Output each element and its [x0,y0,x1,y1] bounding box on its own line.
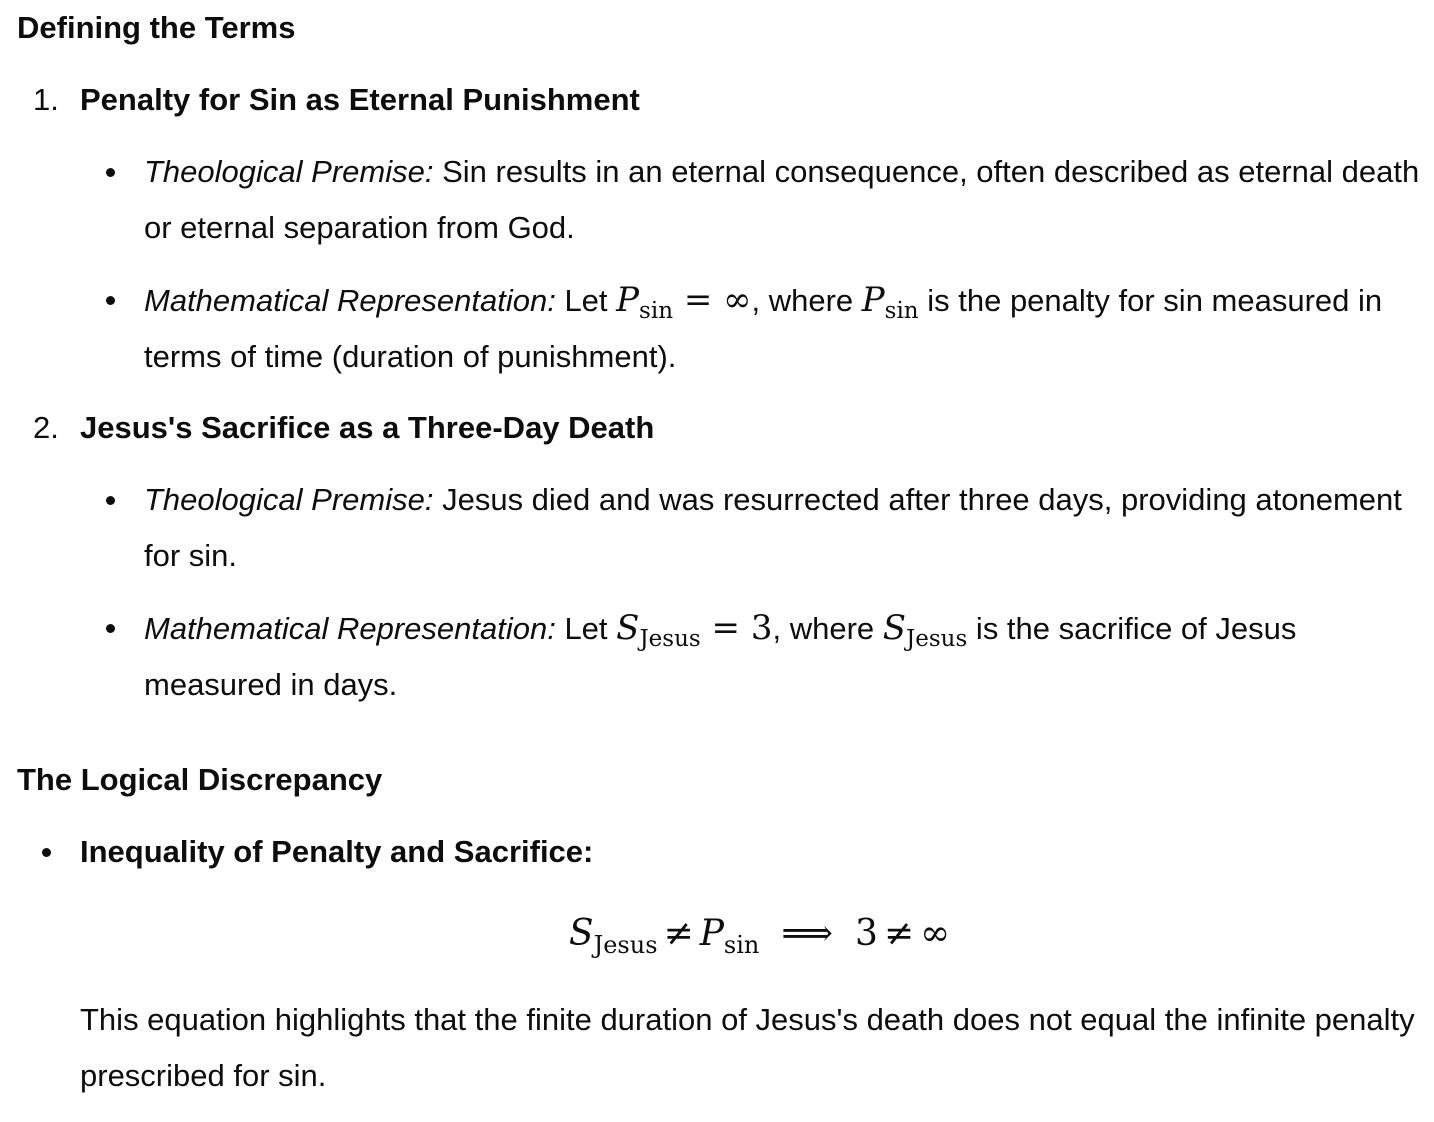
list-number-2: 2. [33,410,59,445]
bullet-label: Theological Premise: [144,482,434,517]
bullet-icon [106,296,115,305]
bullet-icon [42,848,51,857]
text-segment: Let [555,283,617,318]
math-var: P [861,280,885,320]
math-sub: sin [723,931,760,959]
bullet-label: Theological Premise: [144,154,434,189]
math-sub: sin [884,298,919,324]
math-sub: Jesus [593,931,658,959]
section-heading-defining-terms: Defining the Terms [17,10,296,45]
math-operator: ≠ [883,913,915,954]
item-title-sacrifice: Jesus's Sacrifice as a Three-Day Death [80,410,655,445]
math-operator: ≠ [663,913,694,954]
math-rest: = ∞ [673,280,752,320]
bullet-math-representation-2 [144,600,1429,713]
bullet-text: Jesus died and was resurrected after three days, providing atonement for sin. [144,482,1402,573]
bullet-label: Mathematical Representation: [144,611,556,646]
math-inline [882,608,968,652]
math-var: S [568,913,594,954]
bullet-text: Sin results in an eternal consequence, often described as eternal death or eternal separation from God. [144,154,1420,245]
math-sub: sin [639,298,674,324]
math-var: S [616,608,640,648]
math-sub: Jesus [906,626,968,652]
math-inline [616,608,773,652]
bullet-theological-premise-1 [144,144,1429,256]
text-segment: , where [772,611,883,646]
math-var: P [699,913,724,954]
bullet-math-representation-1 [144,272,1429,385]
bullet-theological-premise-2 [144,472,1429,584]
display-equation [17,906,1434,962]
list-number-1: 1. [33,82,59,117]
math-rest: = 3 [700,608,773,648]
bullet-title-inequality: Inequality of Penalty and Sacrifice: [80,834,594,869]
section-heading-logical-discrepancy: The Logical Discrepancy [17,762,383,797]
text-segment: , where [751,283,862,318]
bullet-icon [106,624,115,633]
math-number: 3 [854,913,878,954]
math-var: P [616,280,640,320]
item-title-penalty: Penalty for Sin as Eternal Punishment [80,82,640,117]
math-inline [616,280,752,324]
math-sub: Jesus [639,626,701,652]
math-implies: ⟹ [781,913,833,954]
math-infinity: ∞ [920,913,951,954]
text-segment: is the penalty for sin measured in terms of time (duration of punishment). [144,283,1383,374]
text-segment: is the sacrifice of Jesus measured in days. [144,611,1297,702]
text-segment: Let [555,611,617,646]
math-var: S [882,608,907,648]
bullet-icon [106,168,115,177]
bullet-icon [106,496,115,505]
math-inline [861,280,919,324]
bullet-label: Mathematical Representation: [144,283,556,318]
closing-paragraph: This equation highlights that the finite duration of Jesus's death does not equal the infinite penalty prescribed for sin. [80,1002,1415,1093]
